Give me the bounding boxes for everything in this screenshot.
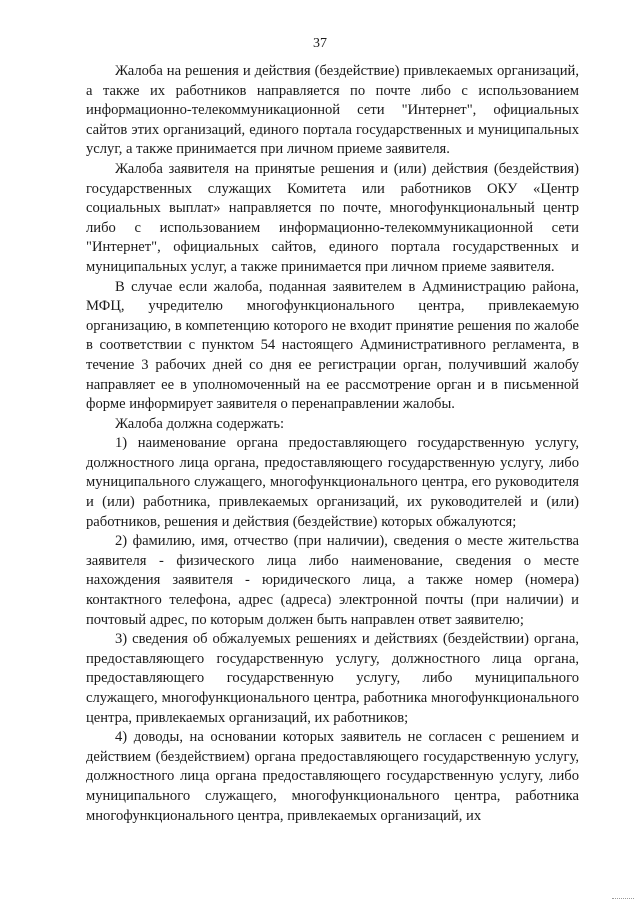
- list-item-3: 3) сведения об обжалуемых решениях и действиях (бездействии) органа, предоставляющего государственную услугу, должностного лица органа, предоставляющего государственную услугу, либо муниципального служащего, многофункционального центра, работника многофункционального центра, привлекаемых организаций, их работников;: [86, 631, 579, 726]
- page-number: 37: [313, 36, 327, 51]
- list-item-1: 1) наименование органа предоставляющего государственную услугу, должностного лица органа, предоставляющего государственную услугу, либо муниципального служащего, многофункционального центра, его руководителя и (или) работника, привлекаемых организаций, их руководителей и (или) работников, решения и действия (бездействие) которых обжалуются;: [86, 435, 579, 530]
- document-body: [86, 62, 579, 826]
- list-item-2: 2) фамилию, имя, отчество (при наличии), сведения о месте жительства заявителя - физического лица либо наименование, сведения о месте нахождения заявителя - юридического лица, а также номер (номера) контактного телефона, адрес (адреса) электронной почты (при наличии) и почтовый адрес, по которым должен быть направлен ответ заявителю;: [86, 533, 579, 628]
- paragraph-complaint-organizations: Жалоба на решения и действия (бездействие) привлекаемых организаций, а также их работников направляется по почте либо с использованием информационно-телекоммуникационной сети "Интернет", официальных сайтов этих организаций, единого портала государственных и муниципальных услуг, а также принимается при личном приеме заявителя.: [86, 63, 579, 158]
- paragraph-redirect-complaint: В случае если жалоба, поданная заявителем в Администрацию района, МФЦ, учредителю многофункционального центра, привлекаемую организацию, в компетенцию которого не входит принятие решения по жалобе в соответствии с пунктом 54 настоящего Административного регламента, в течение 3 рабочих дней со дня ее регистрации орган, получивший жалобу направляет ее в уполномоченный на ее рассмотрение орган и в письменной форме информирует заявителя о перенаправлении жалобы.: [86, 278, 579, 413]
- scan-mark: [612, 898, 634, 901]
- list-item-4: 4) доводы, на основании которых заявитель не согласен с решением и действием (бездействием) органа предоставляющего государственную услугу, должностного лица органа предоставляющего государственную услугу, либо муниципального служащего, многофункционального центра, работника многофункционального центра, привлекаемых организаций, их: [86, 729, 579, 824]
- paragraph-complaint-committee: Жалоба заявителя на принятые решения и (или) действия (бездействия) государственных служащих Комитета или работников ОКУ «Центр социальных выплат» направляется по почте, многофункциональный центр либо с использованием информационно-телекоммуникационной сети "Интернет", официальных сайтов, единого портала государственных и муниципальных услуг, а также принимается при личном приеме заявителя.: [86, 160, 579, 275]
- paragraph-complaint-contents-intro: Жалоба должна содержать:: [115, 415, 285, 432]
